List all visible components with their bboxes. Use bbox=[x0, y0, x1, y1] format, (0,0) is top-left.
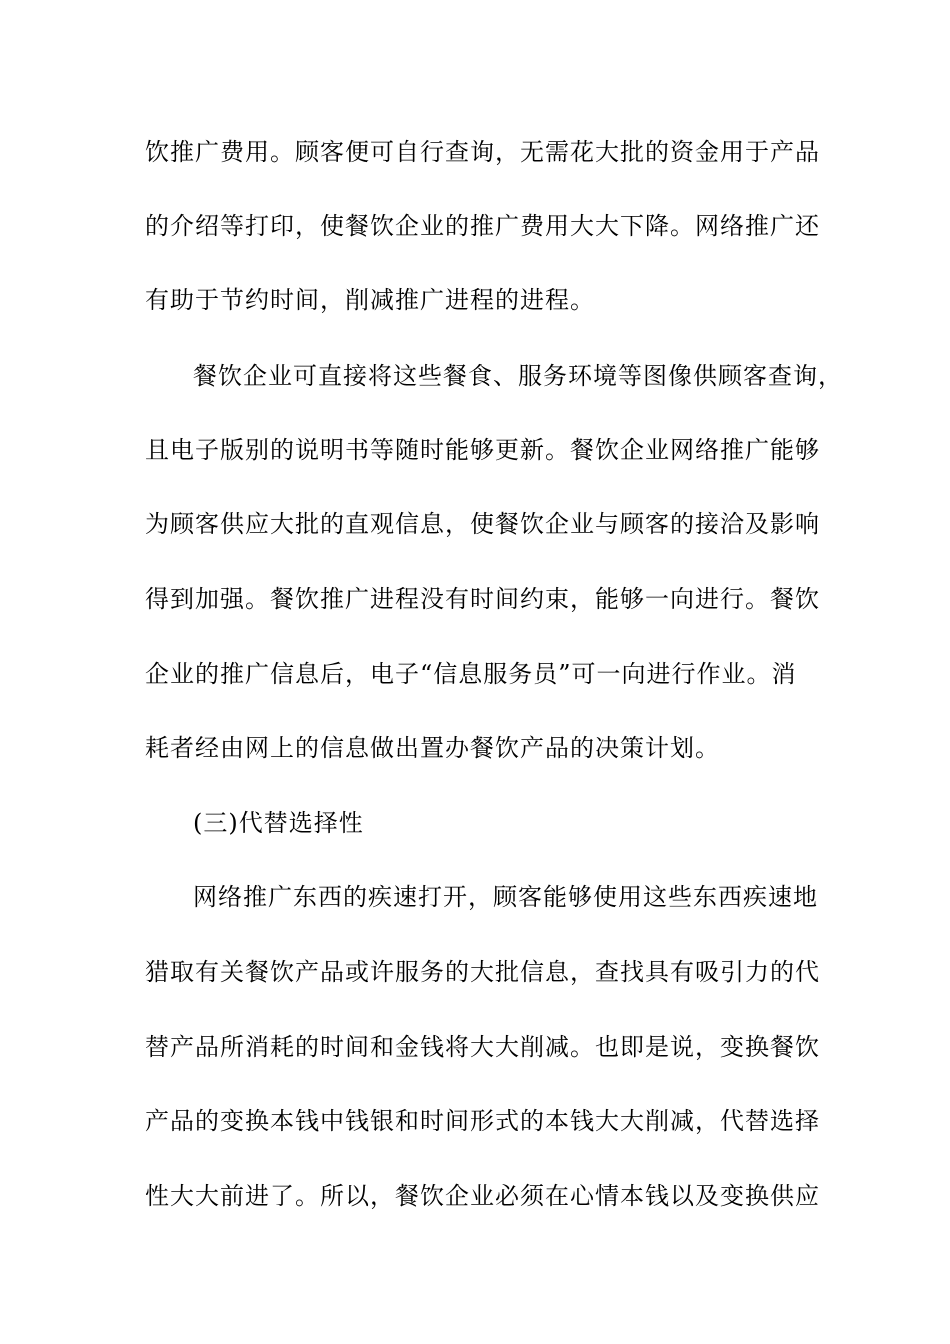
text-line: 猎取有关餐饮产品或许服务的大批信息，查找具有吸引力的代 bbox=[145, 958, 820, 986]
text-line: 且电子版别的说明书等随时能够更新。餐饮企业网络推广能够 bbox=[145, 436, 820, 464]
text-line: 耗者经由网上的信息做出置办餐饮产品的决策计划。 bbox=[145, 734, 720, 762]
text-line: 性大大前进了。所以，餐饮企业必须在心情本钱以及变换供应 bbox=[145, 1182, 820, 1210]
text-line: 饮推广费用。顾客便可自行查询，无需花大批的资金用于产品 bbox=[145, 138, 820, 166]
paragraph-start-line: 网络推广东西的疾速打开，顾客能够使用这些东西疾速地 bbox=[193, 883, 818, 911]
section-heading: (三)代替选择性 bbox=[193, 809, 364, 837]
text-line: 得到加强。餐饮推广进程没有时间约束，能够一向进行。餐饮 bbox=[145, 585, 820, 613]
paragraph-start-line: 餐饮企业可直接将这些餐食、服务环境等图像供顾客查询， bbox=[193, 362, 843, 390]
text-line: 为顾客供应大批的直观信息，使餐饮企业与顾客的接洽及影响 bbox=[145, 510, 820, 538]
text-line: 有助于节约时间，削减推广进程的进程。 bbox=[145, 286, 595, 314]
text-line: 企业的推广信息后，电子“信息服务员”可一向进行作业。消 bbox=[145, 660, 797, 688]
text-line: 的介绍等打印，使餐饮企业的推广费用大大下降。网络推广还 bbox=[145, 212, 820, 240]
text-line: 替产品所消耗的时间和金钱将大大削减。也即是说，变换餐饮 bbox=[145, 1033, 820, 1061]
text-line: 产品的变换本钱中钱银和时间形式的本钱大大削减，代替选择 bbox=[145, 1107, 820, 1135]
